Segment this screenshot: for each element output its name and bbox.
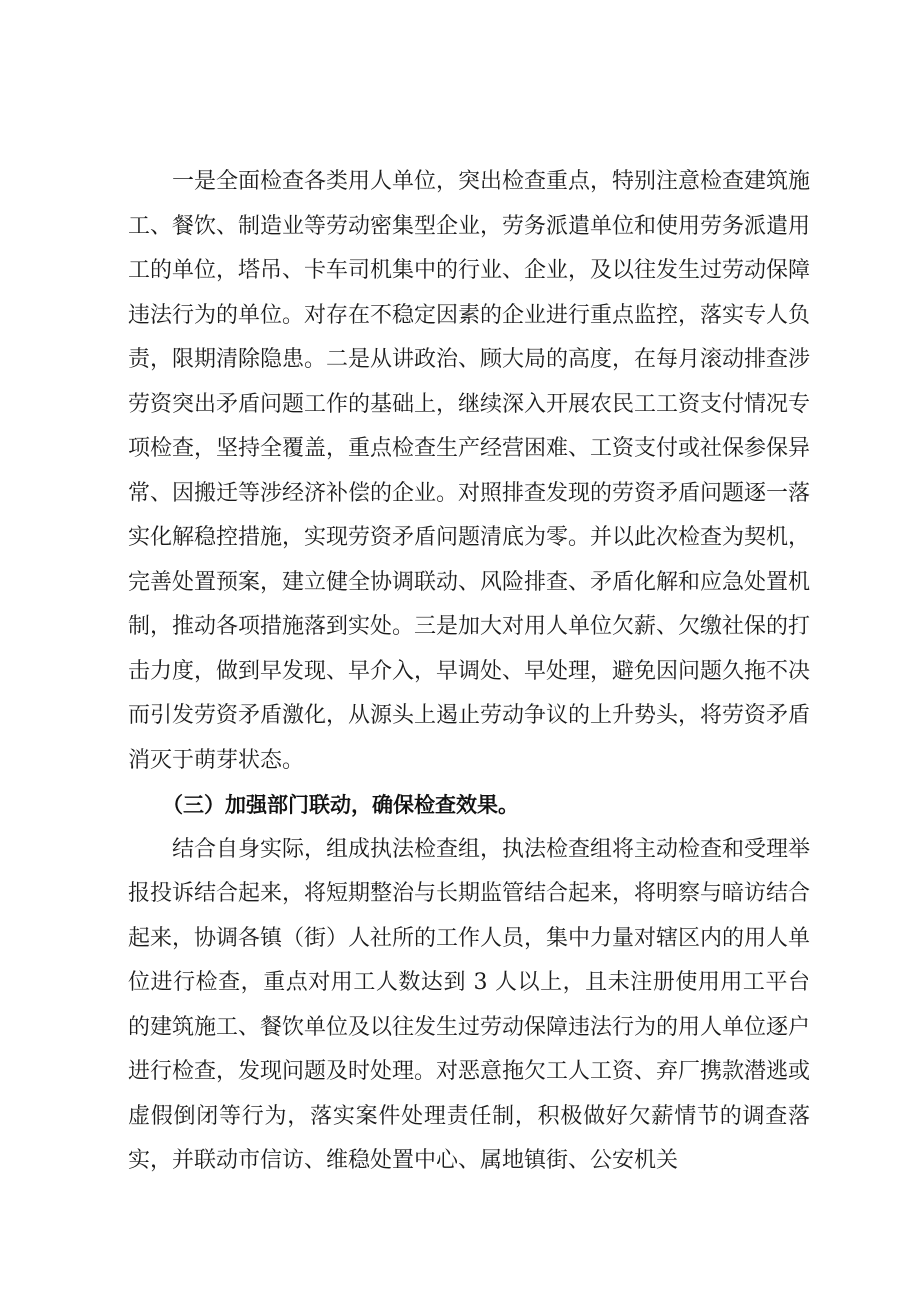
section-heading: （三）加强部门联动，确保检查效果。	[162, 793, 519, 817]
paragraph-inspection-measures: 一是全面检查各类用人单位，突出检查重点，特别注意检查建筑施工、餐饮、制造业等劳动密集型企业，劳务派遣单位和使用劳务派遣用工的单位，塔吊、卡车司机集中的行业、企业，及以往发生过劳动保障违法行为的单位。对存在不稳定因素的企业进行重点监控，落实专人负责，限期清除隐患。二是从讲政治、顾大局的高度，在每月滚动排查涉劳资突出矛盾问题工作的基础上，继续深入开展农民工工资支付情况专项检查，坚持全覆盖，重点检查生产经营困难、工资支付或社保参保异常、因搬迁等涉经济补偿的企业。对照排查发现的劳资矛盾问题逐一落实化解稳控措施，实现劳资矛盾问题清底为零。并以此次检查为契机，完善处置预案，建立健全协调联动、风险排查、矛盾化解和应急处置机制，推动各项措施落到实处。三是加大对用人单位欠薪、欠缴社保的打击力度，做到早发现、早介入，早调处、早处理，避免因问题久拖不决而引发劳资矛盾激化，从源头上遏止劳动争议的上升势头，将劳资矛盾消灭于萌芽状态。	[128, 169, 811, 773]
paragraph-department-coordination: 结合自身实际，组成执法检查组，执法检查组将主动检查和受理举报投诉结合起来，将短期整治与长期监管结合起来，将明察与暗访结合起来，协调各镇（街）人社所的工作人员，集中力量对辖区内的用人单位进行检查，重点对用工人数达到 3 人以上，且未注册使用用工平台的建筑施工、餐饮单位及以往发生过劳动保障违法行为的用人单位逐户进行检查，发现问题及时处理。对恶意拖欠工人工资、弃厂携款潜逃或虚假倒闭等行为，落实案件处理责任制，积极做好欠薪情节的调查落实，并联动市信访、维稳处置中心、属地镇街、公安机关	[128, 836, 811, 1173]
document-body	[128, 160, 810, 1184]
